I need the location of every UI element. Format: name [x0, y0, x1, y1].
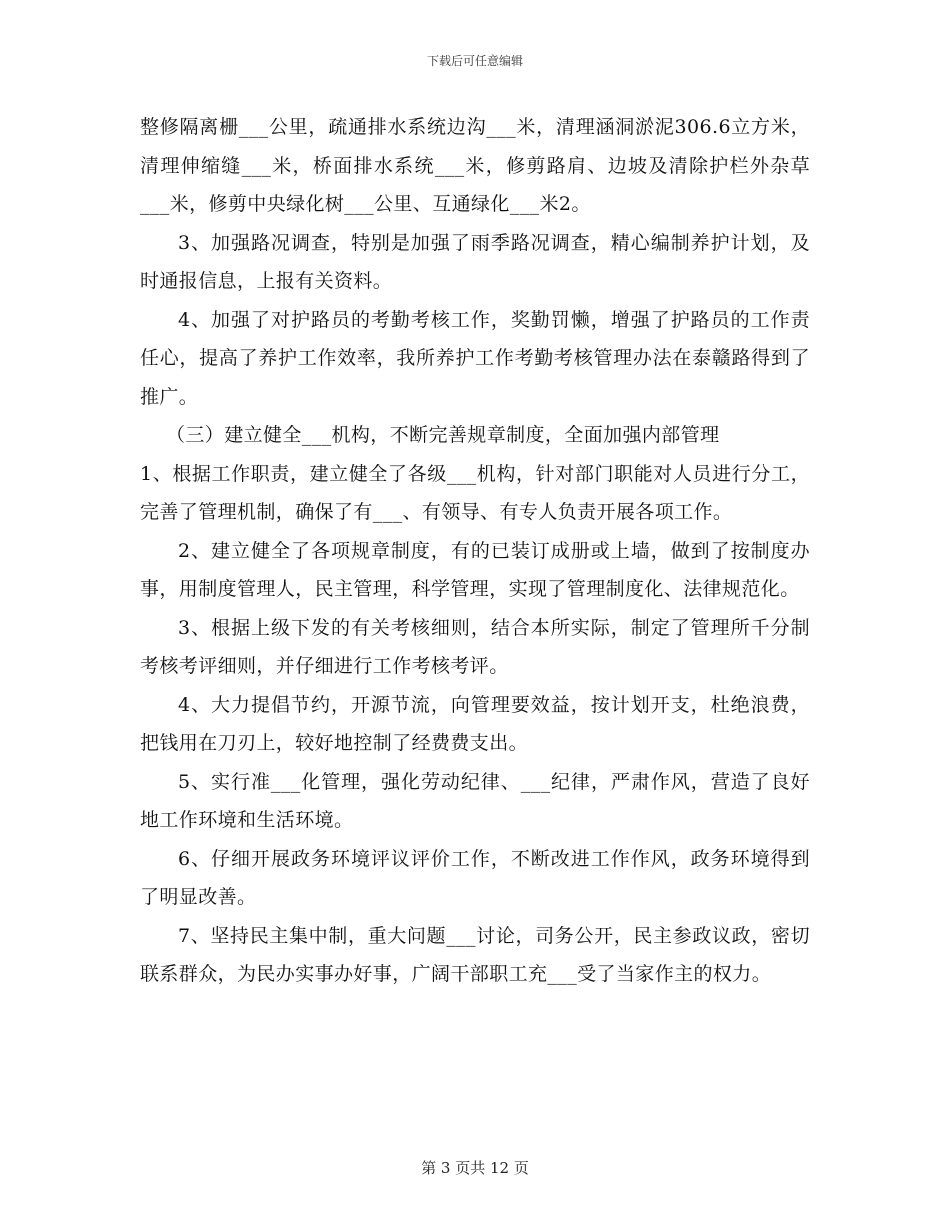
- paragraph-item-2: 2、建立健全了各项规章制度，有的已装订成册或上墙，做到了按制度办事，用制度管理人，民主管理，科学管理，实现了管理制度化、法律规范化。: [140, 539, 810, 600]
- paragraph-item-3b: 3、根据上级下发的有关考核细则，结合本所实际，制定了管理所千分制考核考评细则，并仔细进行工作考核考评。: [140, 616, 810, 677]
- page-header-note: 下载后可任意编辑: [426, 54, 523, 68]
- paragraph-item-5: 5、实行准___化管理，强化劳动纪律、___纪律，严肃作风，营造了良好地工作环境和生活环境。: [140, 770, 810, 831]
- paragraph-item-7: 7、坚持民主集中制，重大问题___讨论，司务公开，民主参政议政，密切联系群众，为民办实事办好事，广阔干部职工充___受了当家作主的权力。: [140, 924, 810, 985]
- document-body: [140, 108, 810, 994]
- paragraph-item-3: 3、加强路况调查，特别是加强了雨季路况调查，精心编制养护计划，及时通报信息，上报有关资料。: [140, 231, 810, 292]
- page-number: 第 3 页共 12 页: [421, 1159, 529, 1177]
- paragraph-item-6: 6、仔细开展政务环境评议评价工作，不断改进工作作风，政务环境得到了明显改善。: [140, 847, 810, 908]
- section-heading-3: （三）建立健全___机构，不断完善规章制度，全面加强内部管理: [166, 424, 720, 446]
- paragraph-continuation: 整修隔离栅___公里，疏通排水系统边沟___米，清理涵洞淤泥306.6立方米，清理伸缩缝___米，桥面排水系统___米，修剪路肩、边坡及清除护栏外杂草___米，修剪中央绿化树___公里、互通绿化___米2。: [140, 116, 810, 215]
- paragraph-item-4b: 4、大力提倡节约，开源节流，向管理要效益，按计划开支，杜绝浪费，把钱用在刀刃上，较好地控制了经费费支出。: [140, 693, 810, 754]
- paragraph-item-4: 4、加强了对护路员的考勤考核工作，奖勤罚懒，增强了护路员的工作责任心，提高了养护工作效率，我所养护工作考勤考核管理办法在泰赣路得到了推广。: [140, 308, 810, 408]
- paragraph-item-1: 1、根据工作职责，建立健全了各级___机构，针对部门职能对人员进行分工，完善了管理机制，确保了有___、有领导、有专人负责开展各项工作。: [140, 462, 810, 523]
